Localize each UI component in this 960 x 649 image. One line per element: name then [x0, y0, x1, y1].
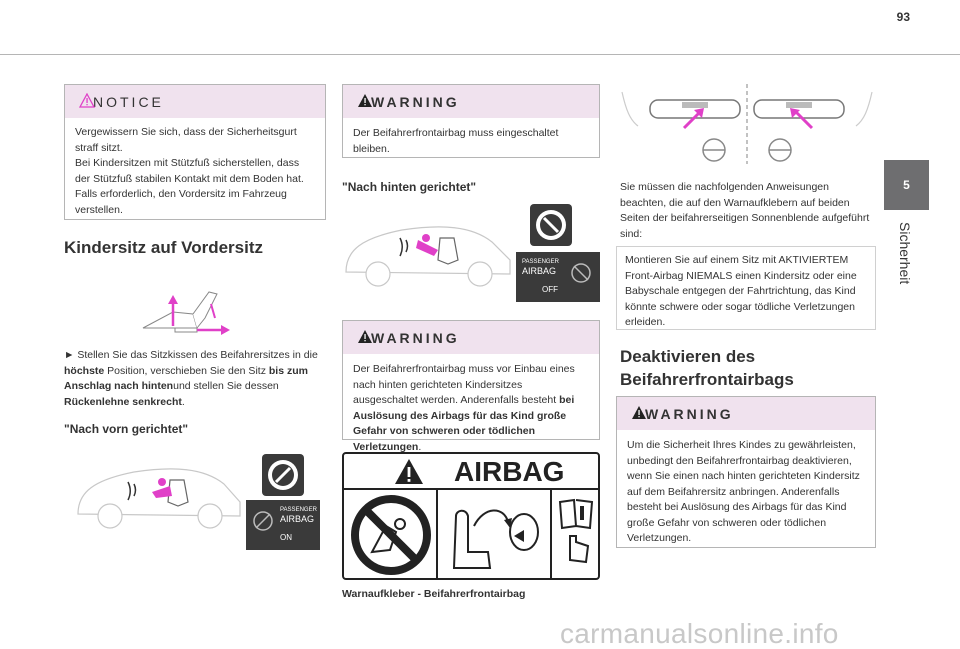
sun-visor-intro: Sie müssen die nachfolgenden Anweisungen beachten, die auf den Warnaufklebern auf beiden Seiten der beifahrerseitigen Sonnenblende aufgeführt sind: [620, 181, 870, 240]
sticker-airbag-label: AIRBAG [454, 456, 565, 487]
warning-3-icon [631, 405, 647, 420]
watermark: carmanualsonline.info [560, 618, 839, 649]
deactivate-airbag-heading [620, 345, 794, 391]
seat-instruction: ► Stellen Sie das Sitzkissen des Beifahrersitzes in die höchste Position, verschieben Sie den Sitz bis zum Anschlag nach hintenund stellen Sie dessen Rückenlehne senkrecht. [64, 349, 318, 408]
no-rear-child-seat-icon [350, 494, 432, 576]
warning-2-header [343, 321, 599, 354]
warning-2-text: Der Beifahrerfrontairbag muss vor Einbau eines nach hinten gerichteten Kindersitzes ausgeschaltet werden. Anderenfalls besteht bei Auslösung des Airbags für das Kind große Gefahr von schweren oder tödlichen Verletzungen. [353, 363, 575, 453]
badge-passenger-label: PASSENGER [280, 507, 317, 513]
sun-visor-illustration [616, 80, 878, 172]
warning-3-text: Um die Sicherheit Ihres Kindes zu gewährleisten, unbedingt den Beifahrerfrontairbag deaktivieren, wenn Sie einen nach hinten gerichteten Kindersitz auf dem Beifahrersitz anbringen. Anderenfalls besteht bei Auslösung des Airbags für das Kind große Gefahr von schweren oder tödlichen Verletzungen. [627, 439, 860, 544]
forward-facing-heading: "Nach vorn gerichtet" [64, 422, 189, 436]
airbag-off-icon [570, 262, 592, 284]
warning-box-1 [342, 84, 600, 158]
notice-box [64, 84, 326, 220]
badge-airbag-label: AIRBAG [280, 514, 315, 524]
passenger-airbag-on-badge [246, 500, 320, 550]
seat-adjustment-illustration [135, 288, 235, 340]
chapter-tab[interactable]: 5 [884, 160, 929, 210]
chapter-title: Sicherheit [897, 222, 913, 285]
warning-1-text: Der Beifahrerfrontairbag muss eingeschaltet bleiben. [353, 127, 559, 155]
airbag-switch-off-icon [530, 204, 572, 246]
deactivate-heading-line-1: Deaktivieren des [620, 347, 756, 366]
notice-header [65, 85, 325, 118]
badge-airbag-label-2: AIRBAG [522, 266, 557, 276]
airbag-crossed-icon [252, 510, 274, 532]
warning-3-title: WARNING [645, 405, 734, 422]
section-heading-front-seat: Kindersitz auf Vordersitz [64, 238, 263, 257]
badge-passenger-label-2: PASSENGER [522, 259, 559, 265]
airbag-warning-sticker [342, 452, 600, 580]
switch-off-icon [530, 204, 572, 246]
switch-on-icon [262, 454, 304, 496]
rear-facing-car-illustration [342, 218, 514, 288]
bullet-arrow: ► [64, 349, 75, 361]
airbag-switch-on-icon [262, 454, 304, 496]
page-number: 93 [896, 10, 910, 24]
warning-1-header [343, 85, 599, 118]
notice-line-2: Bei Kindersitzen mit Stützfuß sicherstellen, dass der Stützfuß stabilen Kontakt mit dem Boden hat. Falls erforderlich, den Vordersitz im Fahrzeug verstellen. [75, 157, 304, 216]
mandatory-note: Montieren Sie auf einem Sitz mit AKTIVIERTEM Front-Airbag NIEMALS einen Kindersitz oder eine Babyschale entgegen der Fahrtrichtung, das Kind könnte schwere oder sogar tödliche Verletzungen erleiden. [616, 246, 876, 330]
badge-status-off: OFF [542, 285, 558, 294]
warning-3-header [617, 397, 875, 430]
warning-2-title: WARNING [371, 329, 460, 346]
deactivate-heading-line-2: Beifahrerfrontairbags [620, 370, 794, 389]
warning-1-icon [357, 93, 373, 108]
notice-line-1: Vergewissern Sie sich, dass der Sicherheitsgurt straff sitzt. [75, 126, 297, 154]
sticker-warning-icon [394, 458, 424, 485]
badge-status-on: ON [280, 533, 292, 542]
notice-warning-icon [79, 93, 95, 108]
passenger-airbag-off-badge [516, 252, 600, 302]
sticker-caption: Warnaufkleber - Beifahrerfrontairbag [342, 588, 526, 600]
header-rule [0, 54, 960, 55]
seat-airbag-icon [444, 496, 544, 574]
warning-box-3 [616, 396, 876, 548]
warning-2-icon [357, 329, 373, 344]
manual-hand-icon [556, 496, 596, 574]
forward-facing-car-illustration [74, 462, 244, 530]
rear-facing-heading: "Nach hinten gerichtet" [342, 180, 477, 194]
warning-box-2 [342, 320, 600, 453]
notice-title: NOTICE [93, 93, 164, 110]
sticker-header [344, 454, 598, 490]
warning-1-title: WARNING [371, 93, 460, 110]
